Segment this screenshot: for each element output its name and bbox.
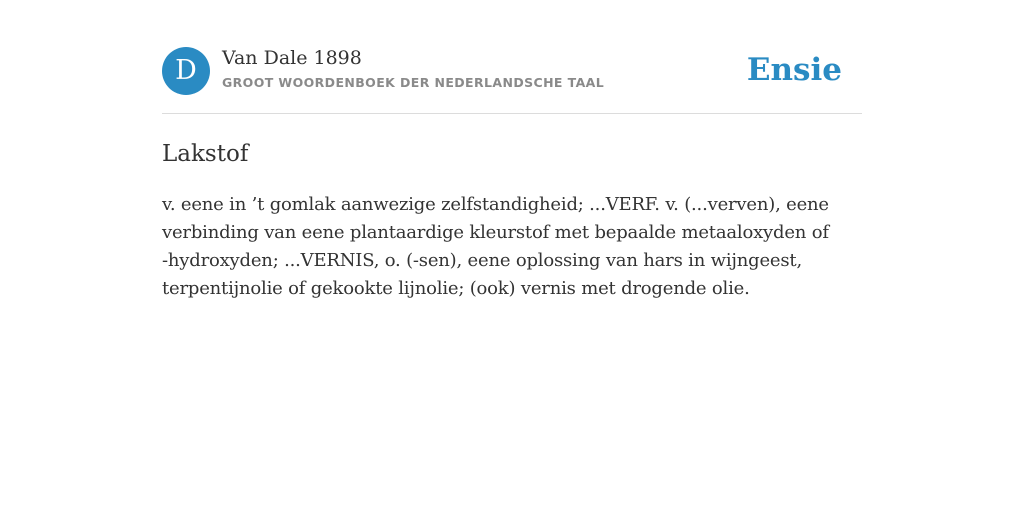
- entry-definition: v. eene in ’t gomlak aanwezige zelfstandigheid; ...VERF. v. (...verven), eene verbinding van eene plantaardige kleurstof met bepaalde metaaloxyden of -hydroxyden; ...VERNIS, o. (-sen), eene oplossing van hars in wijngeest, terpentijnolie of gekookte lijnolie; (ook) vernis met drogende olie.: [162, 194, 829, 299]
- ensie-logo[interactable]: Ensie: [746, 52, 842, 88]
- entry-title: Lakstof: [162, 141, 249, 167]
- dictionary-logo[interactable]: D: [162, 47, 210, 95]
- book-subtitle: GROOT WOORDENBOEK DER NEDERLANDSCHE TAAL: [222, 75, 605, 90]
- header: [162, 46, 862, 114]
- book-title[interactable]: Van Dale 1898: [222, 47, 362, 69]
- entry-card: [162, 46, 862, 303]
